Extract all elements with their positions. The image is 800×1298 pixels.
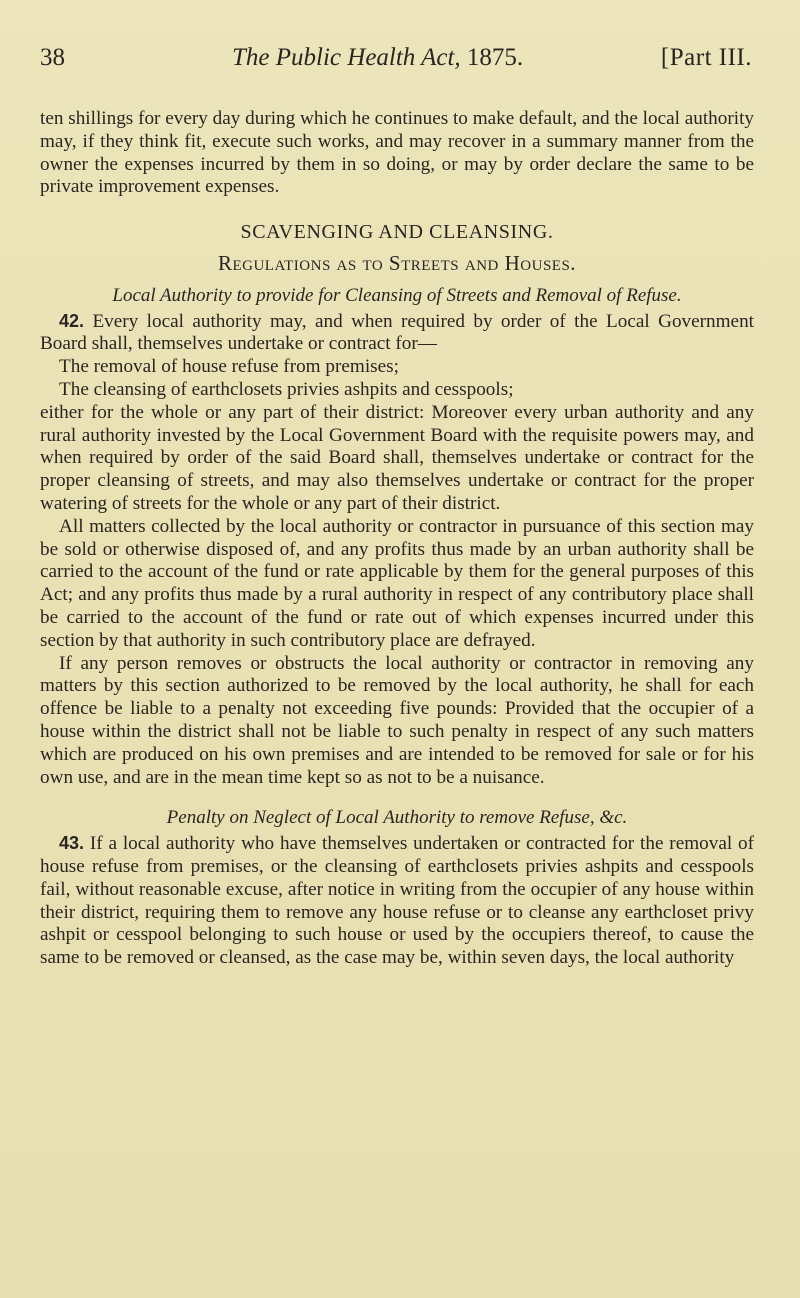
sidenote-section-43: Penalty on Neglect of Local Authority to remove Refuse, &c. — [166, 807, 628, 829]
part-label: [Part III. — [660, 44, 752, 71]
section-42-paragraph-2: All matters collected by the local authority or contractor in pursuance of this section may be sold or otherwise disposed of, and any profits thus made by an urban authority shall be carried to the account of the fund or rate applicable by them for the general purposes of this Act; and any profits thus made by a rural authority in respect of any contributory place shall be carried to the account of the fund or rate out of which expenses incurred under this section by that authority in such contributory place are defrayed. — [40, 515, 754, 651]
section-42-text: Every local authority may, and when required by order of the Local Government Board shall, themselves undertake or contract for— — [40, 310, 754, 355]
section-number-43: 43. — [59, 833, 85, 854]
page-header — [40, 44, 752, 84]
section-heading: SCAVENGING AND CLEANSING. — [240, 221, 554, 244]
running-title — [232, 44, 523, 72]
page-number: 38 — [40, 44, 65, 71]
section-42-paragraph — [40, 310, 754, 357]
section-number-42: 42. — [59, 310, 85, 331]
sidenote-section-42: Local Authority to provide for Cleansing of Streets and Removal of Refuse. — [112, 284, 682, 306]
section-42-paragraph-3: If any person removes or obstructs the local authority or contractor in removing any matters by this section authorized to be removed by the local authority, he shall for each offence be liable to a penalty not exceeding five pounds: Provided that the occupier of a house within the district shall not be liable to such penalty in respect of any such matters which are produced on his own premises and are intended to be removed for sale or for his own use, and are in the mean time kept so as not to be a nuisance. — [40, 652, 754, 788]
continued-paragraph: ten shillings for every day during which he continues to make default, and the local authority may, if they think fit, execute such works, and may recover in a summary manner from the owner the expenses incurred by them in so doing, or may by order declare the same to be private improvement expenses. — [40, 108, 755, 198]
section-42-continuation: either for the whole or any part of their district: Moreover every urban authority and any rural authority invested by the Local Government Board with the requisite powers may, and when required by order of the said Board shall, themselves undertake or contract for the proper cleansing of streets, and may also themselves undertake or contract for the proper watering of streets for the whole or any part of their district. — [40, 401, 754, 514]
section-subheading: Regulations as to Streets and Houses. — [217, 250, 577, 275]
section-42-item: The cleansing of earthclosets privies ashpits and cesspools; — [59, 378, 514, 400]
page-body — [40, 108, 754, 970]
running-year: 1875. — [466, 44, 524, 71]
section-43-paragraph — [40, 832, 754, 970]
running-title-text: The Public Health Act, — [232, 44, 461, 71]
section-43-text: If a local authority who have themselves undertaken or contracted for the removal of house refuse from premises, or the cleansing of earthclosets privies ashpits and cesspools fail, without reasonable excuse, after notice in writing from the occupier of any house within their district, requiring them to remove any house refuse or to cleanse any earthcloset privy ashpit or cesspool belonging to such house or used by the occupiers thereof, to cause the same to be removed or cleansed, as the case may be, within seven days, the local authority — [40, 833, 754, 969]
section-42-item: The removal of house refuse from premises; — [59, 356, 399, 378]
